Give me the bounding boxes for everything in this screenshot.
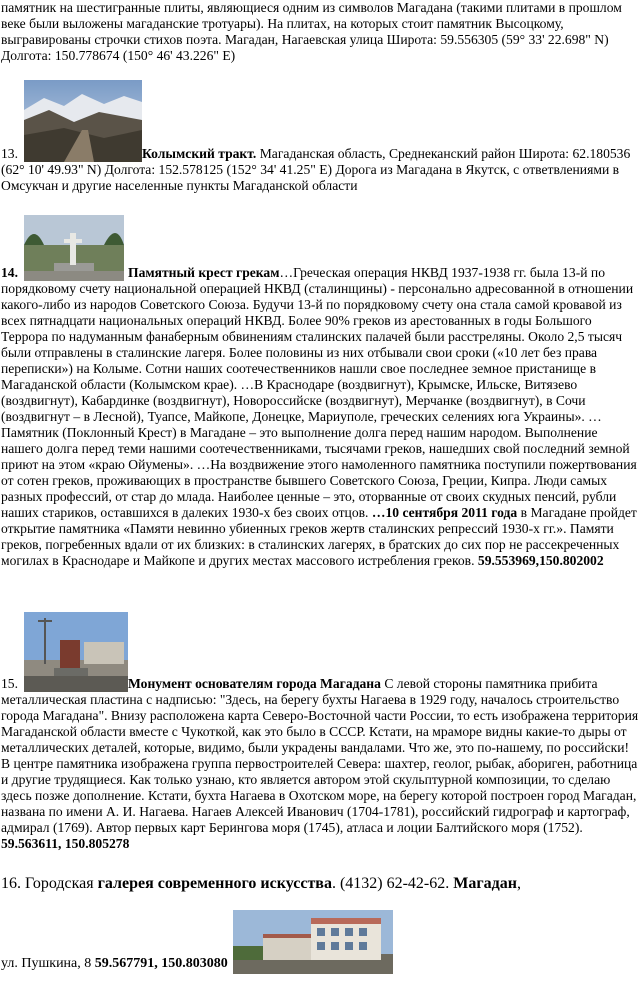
founders-monument-photo: [24, 612, 128, 692]
item-15-text: С левой стороны памятника прибита металлическая пластина с надписью: "Здесь, на берегу бухты Нагаева в 1929 году, началось строительство города Магадана". Внизу расположена карта Северо-Восточной части России, то есть изображена территория Магаданской области вместе с Чукоткой, как это было в СССР. Кстати, на мраморе видны какие-то дыры от металлических деталей, которые, видимо, были украдены вандалами. Что же, это по-нашему, по российски! В центре памятника изображена группа первостроителей Севера: шахтер, геолог, рыбак, абориген, работница и другие трудящиеся. Как только узнаю, кто является автором этой скульптурной композиции, то сделаю здесь позже дополнение. Кстати, бухта Нагаева в Охотском море, на берегу которой построен город Магадан, названа по имени А. И. Нагаева. Нагаев Алексей Иванович (1704-1781), российский гидрограф и картограф, адмирал (1769). Автор первых карт Берингова моря (1745), атласа и лоции Балтийского моря (1752).: [1, 676, 639, 835]
founders-monument-image: [24, 612, 128, 692]
item-13-text: Магаданская область, Среднеканский район Широта: 62.180536 (62° 10' 49.93" N) Долгота: 152.578125 (152° 34' 41.25" E) Дорога из Магадана в Якутск, с ответвлениями в Омсукчан и другие населенные пункты Магаданской области: [1, 146, 631, 193]
item-14-text-a: …Греческая операция НКВД 1937-1938 гг. была 13-й по порядковому счету национальной операцией НКВД (сталинщины) - персонально адресованной в отношении какого-либо из народов Советского Союза. Будучи 13-й по порядковому счету она стала самой кровавой из всех пятнадцати национальных операций НКВД. Более 90% греков из арестованных в годы Большого Террора по надуманным фанаберным обвинениям сталинских палачей были расстреляны. Около 2,5 тысяч были отправлены в сталинские лагеря. Более половины из них отбывали свои сроки («10 лет без права переписки») на Колыме. Сотни наших соотечественников нашли свое последнее земное пристанище в Магаданской области (Колымском крае). …В Краснодаре (воздвигнут), Крымске, Ильске, Витязево (воздвигнут), Кабардинке (воздвигнут), Новороссийске (воздвигнут), Мерчанке (воздвигнут), в Сочи (воздвигнут – в Лесной), Туапсе, Майкопе, Донецке, Мариуполе, греческих селениях юга Украины». …Памятник (Поклонный Крест) в Магадане – это выполнение долга перед нашим народом. Выполнение нашего долга перед теми нашими соотечественниками, тысячами греков, нашедших свой последний земной приют на этом «краю Ойумены». …На воздвижение этого намоленного памятника поступили пожертвования от сотен греков, проживающих в пространстве бывшего Советского Союза, Греции, Кипра. Люди самых разных профессий, от стар до млада. Наиболее ценные – это, оторванные от своих скудных пенсий, рубли наших стариков, оставшихся в далеких 1930-х без своих отцов.: [1, 265, 637, 520]
item-16-heading: [1, 874, 639, 894]
gallery-building-image: [233, 910, 393, 974]
item-14-date: …10 сентября 2011 года: [371, 505, 518, 520]
item-16-address: ул. Пушкина, 8: [1, 956, 92, 971]
item-16-comma: ,: [516, 875, 521, 892]
gallery-photo: [233, 910, 393, 974]
item-13: [1, 80, 639, 194]
item-14-number: 14.: [1, 265, 18, 280]
item-16: [1, 874, 639, 894]
kolyma-road-photo: [24, 80, 142, 162]
item-14-title: Памятный крест грекам: [128, 265, 280, 280]
greek-cross-image: [24, 215, 124, 281]
item-14-text-b: в Магадане пройдет открытие памятника «Памяти невинно убиенных греков жертв сталинских репрессий 1930-х гг.». Памяти греков, погребенных вдали от их близких: в сталинских лагерях, в братских до сих пор не рассекреченных могилах в Краснодаре и Майкопе и других местах массового истребления греков.: [1, 505, 637, 568]
item-15-coords: 59.563611, 150.805278: [1, 836, 130, 851]
item-13-title: Колымский тракт.: [142, 146, 257, 161]
greek-cross-photo: [24, 215, 124, 281]
item-16-title: галерея современного искусства: [97, 875, 332, 892]
item-15: [1, 612, 639, 852]
item-14-coords: 59.553969,150.802002: [477, 553, 604, 568]
item-16-address-line: [1, 910, 639, 974]
item-16-city: Магадан: [453, 875, 517, 892]
intro-paragraph: памятник на шестигранные плиты, являющиеся одним из символов Магадана (такими плитами в прошлом веке были выложены магаданские тротуары). На плитах, на которых стоит памятник Высоцкому, выгравированы строчки стихов поэта. Магадан, Нагаевская улица Широта: 59.556305 (59° 33' 22.698" N) Долгота: 150.778674 (150° 46' 43.226" E): [1, 0, 622, 63]
item-15-number: 15.: [1, 676, 18, 691]
item-14: [1, 215, 639, 569]
item-16-prefix: 16. Городская: [1, 875, 94, 892]
item-13-number: 13.: [1, 146, 18, 161]
item-16-coords: 59.567791, 150.803080: [94, 956, 228, 971]
item-16-phone: . (4132) 62-42-62.: [331, 875, 450, 892]
kolyma-road-image: [24, 80, 142, 162]
item-15-title: Монумент основателям города Магадана: [128, 676, 381, 691]
